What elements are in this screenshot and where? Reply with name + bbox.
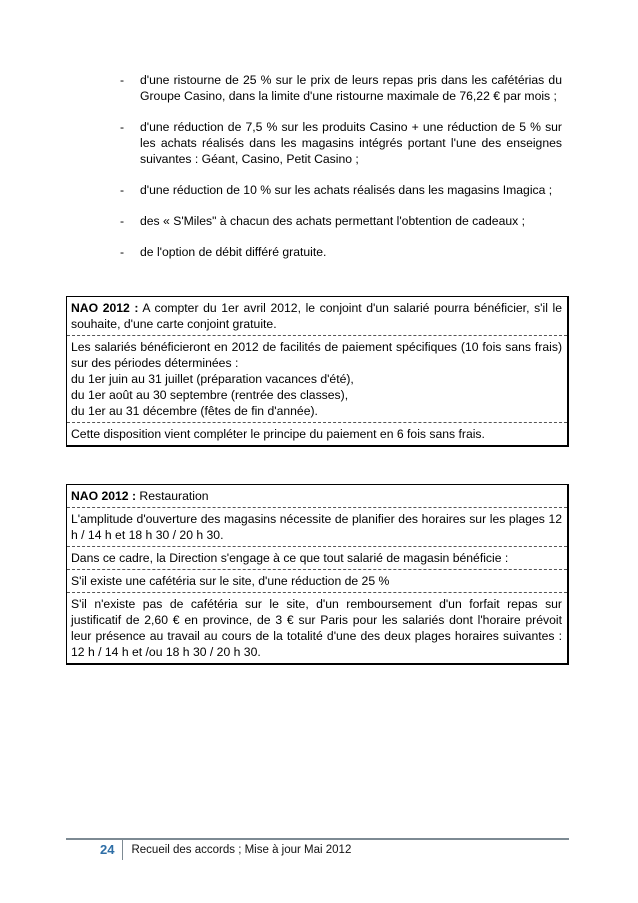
list-item-text: de l'option de débit différé gratuite. (140, 245, 327, 259)
page-footer (100, 840, 351, 860)
nao-label: NAO 2012 : (71, 489, 137, 503)
nao-restauration-box (66, 484, 569, 665)
paragraph: S'il n'existe pas de cafétéria sur le site, d'un remboursement d'un forfait repas sur justificatif de 2,60 € en province, de 3 € sur Paris pour les salariés dont l'horaire prévoit leur présence au travail au cours de la totalité d'une des deux plages horaires suivantes : 12 h / 14 h et /ou 18 h 30 / 20 h 30. (71, 597, 562, 659)
list-item-text: des « S'Miles" à chacun des achats permettant l'obtention de cadeaux ; (140, 214, 525, 228)
paragraph-segment (67, 592, 567, 663)
paragraph-segment (67, 546, 567, 569)
closing-text: Cette disposition vient compléter le principe du paiement en 6 fois sans frais. (71, 427, 485, 441)
nao-intro-text: A compter du 1er avril 2012, le conjoint d'un salarié pourra bénéficier, s'il le souhaite, d'une carte conjoint gratuite. (71, 301, 562, 331)
list-item-text: d'une ristourne de 25 % sur le prix de leurs repas pris dans les cafétérias du Groupe Casino, dans la limite d'une ristourne maximale de 76,22 € par mois ; (140, 73, 562, 103)
period-line: du 1er juin au 31 juillet (préparation vacances d'été), (71, 372, 354, 386)
list-item (120, 213, 562, 229)
bullet-marker: - (120, 120, 125, 134)
bullet-marker: - (120, 73, 125, 87)
list-item-text: d'une réduction de 10 % sur les achats réalisés dans les magasins Imagica ; (140, 183, 553, 197)
facilities-segment (67, 335, 567, 422)
period-line: du 1er au 31 décembre (fêtes de fin d'année). (71, 404, 318, 418)
page-number: 24 (100, 840, 123, 860)
footer-text: Recueil des accords ; Mise à jour Mai 2012 (131, 844, 352, 856)
list-item-text: d'une réduction de 7,5 % sur les produits Casino + une réduction de 5 % sur les achats réalisés dans les magasins intégrés portant l'une des enseignes suivantes : Géant, Casino, Petit Casino ; (140, 120, 562, 166)
bullet-marker: - (120, 245, 125, 259)
facilities-intro: Les salariés bénéficieront en 2012 de facilités de paiement spécifiques (10 fois sans frais) sur des périodes déterminées : (71, 340, 562, 370)
nao-label: NAO 2012 : (71, 301, 139, 315)
paragraph-segment (67, 507, 567, 546)
paragraph-segment (67, 569, 567, 592)
list-item (120, 182, 562, 198)
nao-intro-segment (67, 297, 567, 335)
list-item (120, 119, 562, 167)
nao-payment-box (66, 296, 569, 447)
paragraph: S'il existe une cafétéria sur le site, d'une réduction de 25 % (71, 574, 390, 588)
restauration-title-segment (67, 485, 567, 507)
closing-segment (67, 422, 567, 445)
period-line: du 1er août au 30 septembre (rentrée des classes), (71, 388, 349, 402)
paragraph: L'amplitude d'ouverture des magasins nécessite de planifier des horaires sur les plages 12 h / 14 h et 18 h 30 / 20 h 30. (71, 512, 562, 542)
section-title: Restauration (136, 489, 209, 503)
bullet-marker: - (120, 214, 125, 228)
list-item (120, 72, 562, 104)
list-item (120, 244, 562, 260)
bullet-marker: - (120, 183, 125, 197)
bullet-list (120, 72, 562, 260)
paragraph: Dans ce cadre, la Direction s'engage à ce que tout salarié de magasin bénéficie : (71, 551, 509, 565)
